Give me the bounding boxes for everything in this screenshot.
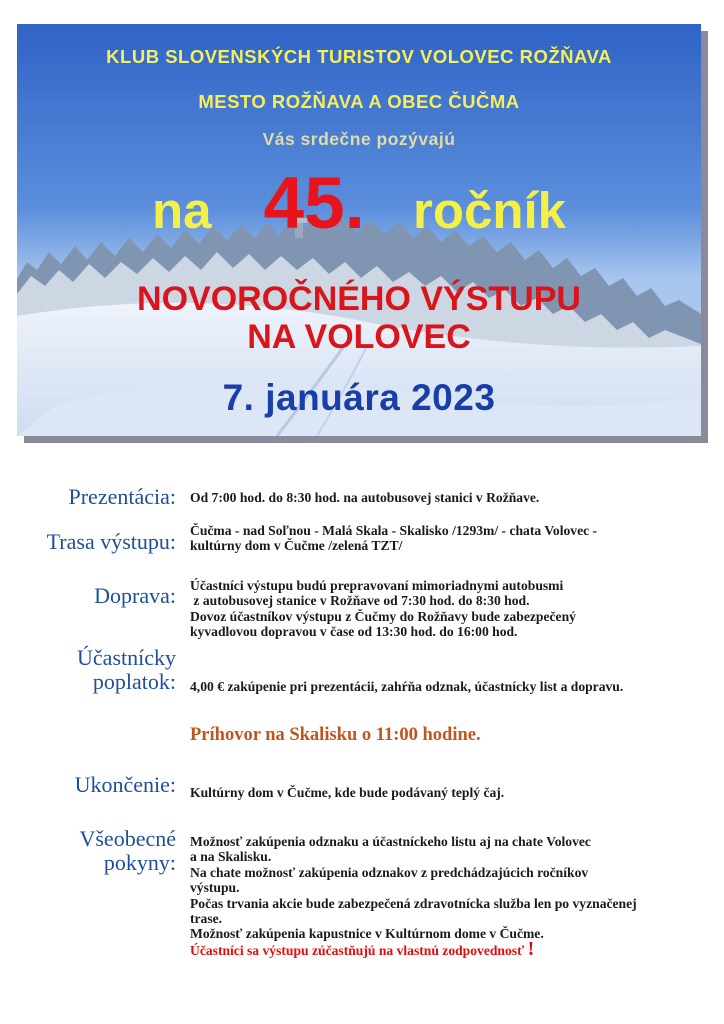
label-poplatok-line1: Účastnícky (77, 645, 176, 670)
text-poplatok: 4,00 € zakúpenie pri prezentácii, zahŕňa odznak, účastnícky list a dopravu. (190, 679, 624, 694)
edition-number: 45. (263, 163, 365, 244)
pokyny-line: Počas trvania akcie bude zabezpečená zdravotnícka služba len po vyznačenej (190, 895, 637, 911)
doprava-line: z autobusovej stanice v Rožňave od 7:30 hod. do 8:30 hod. (190, 593, 530, 609)
label-poplatok-line2: poplatok: (92, 669, 176, 694)
event-title-line2: NA VOLOVEC (247, 318, 471, 356)
doprava-line: kyvadlovou dopravou v čase od 13:30 hod. do 16:00 hod. (190, 624, 518, 640)
label-ukoncenie: Ukončenie: (74, 772, 176, 797)
event-title (17, 280, 701, 356)
pokyny-line: Možnosť zakúpenia kapustnice v Kultúrnom dome v Čučme. (190, 926, 544, 942)
organizer-club: KLUB SLOVENSKÝCH TURISTOV VOLOVEC ROŽŇAVA (106, 46, 612, 67)
label-pokyny-line2: pokyny: (103, 850, 176, 875)
speech-notice: Príhovor na Skalisku o 11:00 hodine. (190, 725, 481, 745)
warning-text: Účastníci sa výstupu zúčastňujú na vlastnú zodpovednosť (190, 942, 525, 958)
text-ukoncenie: Kultúrny dom v Čučme, kde bude podávaný teplý čaj. (190, 785, 505, 800)
label-pokyny (79, 827, 176, 875)
pokyny-line: Možnosť zakúpenia odznaku a účastníckeho listu aj na chate Volovec (190, 834, 591, 849)
label-doprava: Doprava: (94, 583, 176, 608)
text-pokyny (190, 834, 710, 958)
text-trasa (190, 523, 710, 554)
trasa-line: Čučma - nad Soľnou - Malá Skala - Skalisko /1293m/ - chata Volovec - (190, 523, 598, 538)
trasa-line: kultúrny dom v Čučme /zelená TZT/ (190, 538, 403, 554)
label-pokyny-line1: Všeobecné (79, 826, 176, 851)
label-trasa: Trasa výstupu: (46, 529, 176, 554)
pokyny-warning (190, 937, 710, 960)
warning-mark: ! (527, 937, 535, 960)
invitation-line: Vás srdečne pozývajú (262, 129, 456, 149)
event-date: 7. januára 2023 (222, 377, 496, 418)
edition-prefix: na (151, 182, 212, 239)
co-organizers: MESTO ROŽŇAVA A OBEC ČUČMA (198, 91, 520, 112)
text-prezentacia: Od 7:00 hod. do 8:30 hod. na autobusovej stanici v Rožňave. (190, 490, 540, 505)
pokyny-line: Na chate možnosť zakúpenia odznakov z predchádzajúcich ročníkov (190, 864, 589, 880)
edition-line (17, 162, 701, 252)
event-title-line1: NOVOROČNÉHO VÝSTUPU (137, 280, 581, 318)
doprava-line: Účastníci výstupu budú prepravovaní mimoriadnymi autobusmi (190, 578, 564, 593)
doprava-line: Dovoz účastníkov výstupu z Čučmy do Rožňavy bude zabezpečený (190, 608, 576, 624)
pokyny-line: výstupu. (190, 880, 240, 896)
pokyny-line: trase. (190, 911, 223, 927)
pokyny-line: a na Skalisku. (190, 849, 272, 865)
label-poplatok (77, 646, 176, 694)
edition-word: ročník (412, 182, 567, 239)
label-prezentacia: Prezentácia: (68, 484, 176, 509)
text-doprava (190, 578, 710, 640)
poster-banner (17, 24, 701, 436)
